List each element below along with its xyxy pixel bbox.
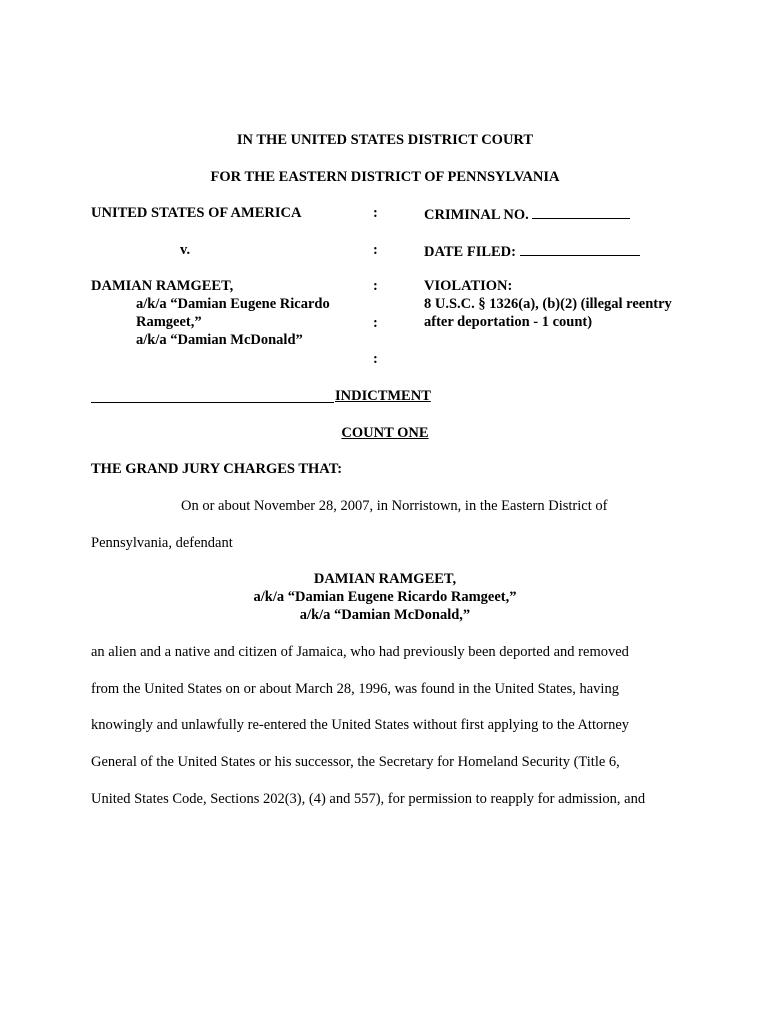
violation-description: after deportation - 1 count) xyxy=(424,314,593,330)
caption-colon: : xyxy=(373,242,378,258)
body-paragraph-line: an alien and a native and citizen of Jamaica, who had previously been deported and removed xyxy=(91,644,629,660)
violation-statute: 8 U.S.C. § 1326(a), (b)(2) (illegal reentry xyxy=(424,296,672,312)
caption-colon: : xyxy=(373,315,378,331)
body-paragraph-line: On or about November 28, 2007, in Norristown, in the Eastern District of xyxy=(181,498,608,514)
district-heading: FOR THE EASTERN DISTRICT OF PENNSYLVANIA xyxy=(210,169,560,185)
caption-rule xyxy=(91,402,334,403)
body-paragraph-line: United States Code, Sections 202(3), (4) and 557), for permission to reapply for admission, and xyxy=(91,791,646,807)
defendant-block-line: a/k/a “Damian Eugene Ricardo Ramgeet,” xyxy=(253,589,517,605)
caption-colon: : xyxy=(373,278,378,294)
caption-colon: : xyxy=(373,205,378,221)
alias-line: a/k/a “Damian McDonald” xyxy=(136,332,303,348)
alias-line: Ramgeet,” xyxy=(136,314,202,330)
body-paragraph-line: from the United States on or about March 28, 1996, was found in the United States, having xyxy=(91,681,619,697)
grand-jury-charges: THE GRAND JURY CHARGES THAT: xyxy=(91,461,343,477)
date-filed-label: DATE FILED: xyxy=(424,244,516,260)
plaintiff-name: UNITED STATES OF AMERICA xyxy=(91,205,302,221)
date-filed xyxy=(424,241,640,261)
caption-colon: : xyxy=(373,351,378,367)
body-paragraph-line: General of the United States or his successor, the Secretary for Homeland Security (Title 6, xyxy=(91,754,620,770)
versus: v. xyxy=(180,242,191,258)
criminal-no-blank xyxy=(532,204,630,219)
criminal-no-label: CRIMINAL NO. xyxy=(424,207,529,223)
indictment-title: INDICTMENT xyxy=(335,388,431,404)
defendant-name: DAMIAN RAMGEET, xyxy=(91,278,234,294)
count-title: COUNT ONE xyxy=(341,425,429,441)
date-filed-blank xyxy=(520,241,640,256)
alias-line: a/k/a “Damian Eugene Ricardo xyxy=(136,296,330,312)
defendant-block-line: DAMIAN RAMGEET, xyxy=(313,571,457,587)
court-heading: IN THE UNITED STATES DISTRICT COURT xyxy=(236,132,534,148)
body-paragraph-line: knowingly and unlawfully re-entered the United States without first applying to the Attorney xyxy=(91,717,630,733)
defendant-block-line: a/k/a “Damian McDonald,” xyxy=(299,607,471,623)
body-paragraph-line: Pennsylvania, defendant xyxy=(91,535,233,551)
criminal-no xyxy=(424,204,630,224)
violation-label: VIOLATION: xyxy=(424,278,513,294)
